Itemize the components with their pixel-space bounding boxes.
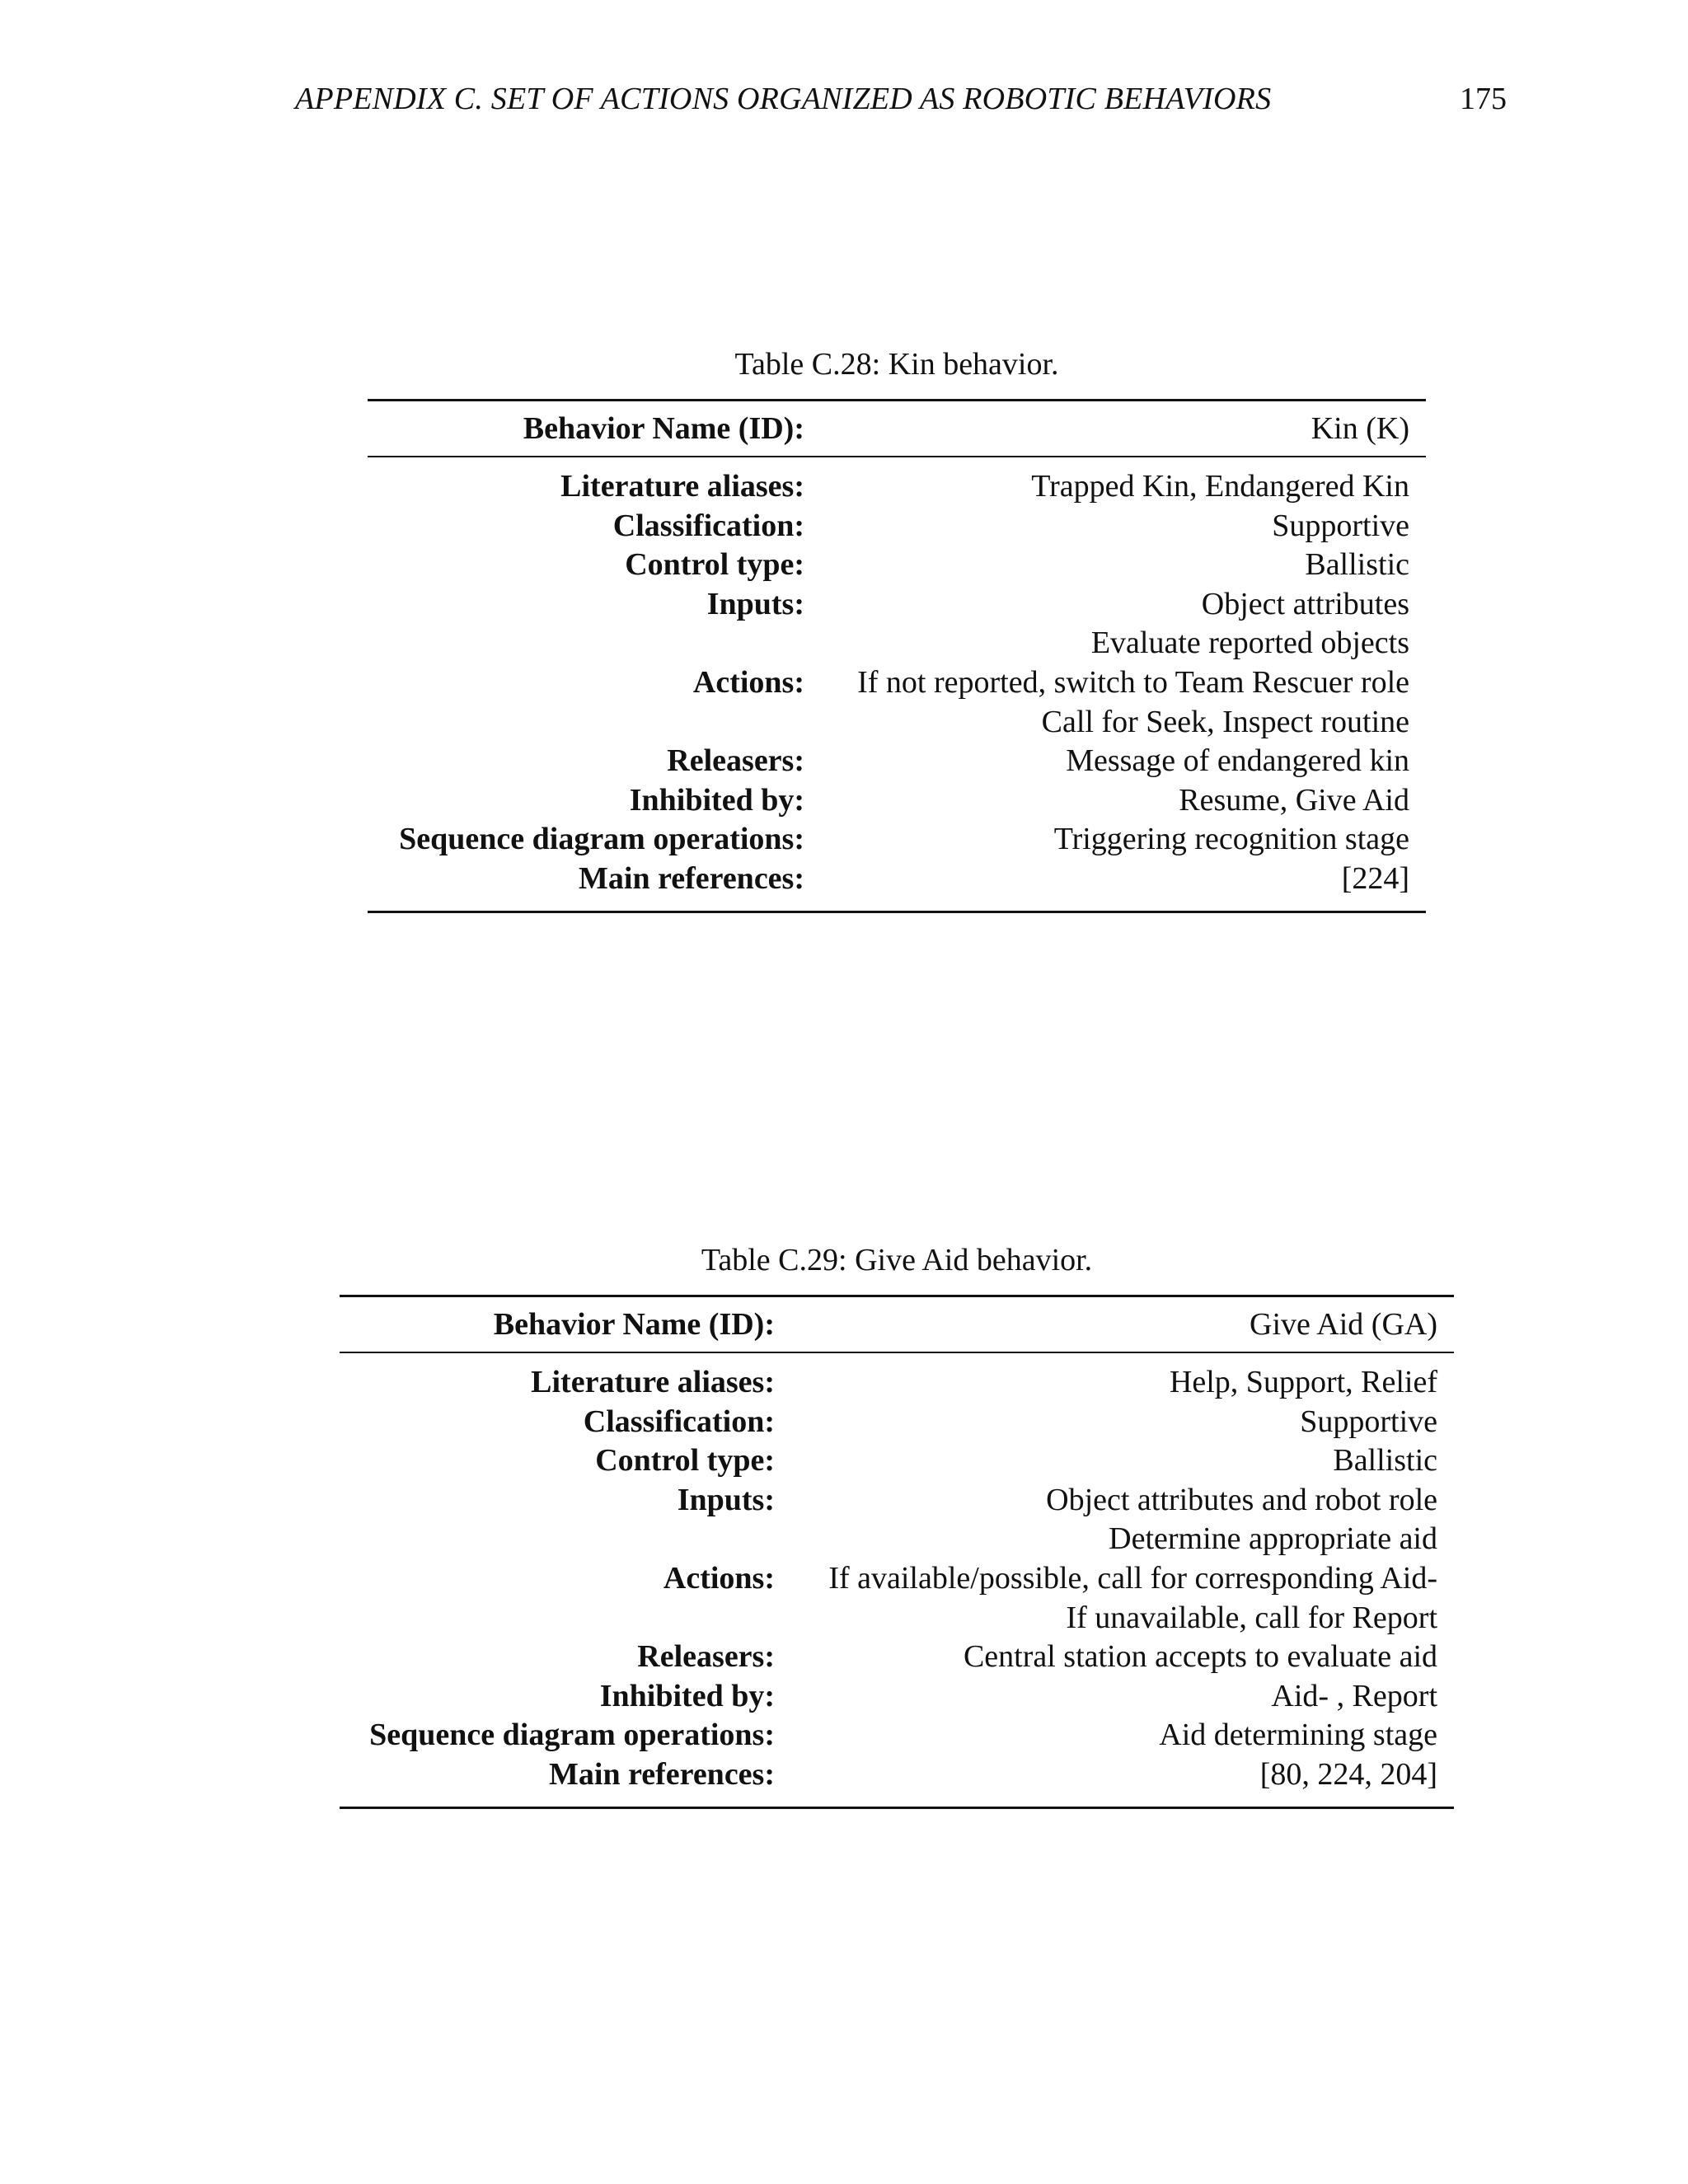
row-label: [368, 624, 804, 663]
behavior-name-label: Behavior Name (ID):: [493, 1307, 775, 1342]
row-value: Aid determining stage: [1159, 1718, 1437, 1753]
table-row: [368, 781, 1426, 821]
table-row: [340, 1559, 1454, 1599]
row-value: If unavailable, call for Report: [1066, 1600, 1437, 1635]
row-value: Aid- , Report: [1271, 1678, 1437, 1713]
table-caption: Table C.28: Kin behavior.: [734, 347, 1059, 382]
table-row: [368, 585, 1426, 625]
give-aid-behavior-table: [340, 1242, 1454, 1809]
running-title: APPENDIX C. SET OF ACTIONS ORGANIZED AS ROBOTIC BEHAVIORS: [295, 82, 1272, 116]
row-value: Determine appropriate aid: [1109, 1521, 1437, 1557]
table-row: [368, 820, 1426, 860]
behavior-attributes: [368, 457, 1426, 911]
row-value: Ballistic: [1305, 547, 1409, 583]
row-value: Supportive: [1300, 1404, 1437, 1439]
row-label: Sequence diagram operations:: [369, 1718, 775, 1753]
row-value: Resume, Give Aid: [1179, 782, 1409, 818]
running-header: [295, 81, 1507, 122]
row-label: Classification:: [612, 508, 804, 543]
header-row: [368, 401, 1426, 456]
row-label: Inhibited by:: [599, 1678, 775, 1713]
row-label: Actions:: [663, 1560, 775, 1596]
table-row: [340, 1441, 1454, 1481]
table-row: [340, 1599, 1454, 1638]
row-label: Inputs:: [706, 586, 804, 621]
table-row: [368, 703, 1426, 743]
table-row: [340, 1403, 1454, 1442]
row-label: [340, 1599, 775, 1638]
behavior-name-value: Kin (K): [1311, 411, 1409, 446]
header-row: [340, 1297, 1454, 1352]
table-row: [368, 663, 1426, 703]
bottom-rule: [368, 911, 1426, 913]
behavior-table: [340, 1297, 1454, 1352]
table-row: [340, 1677, 1454, 1717]
row-label: Main references:: [549, 1756, 775, 1792]
row-label: Releasers:: [637, 1639, 775, 1675]
row-value: Call for Seek, Inspect routine: [1041, 704, 1409, 739]
behavior-name-value: Give Aid (GA): [1250, 1307, 1437, 1342]
row-value: Ballistic: [1333, 1443, 1437, 1479]
row-value: Supportive: [1272, 508, 1409, 543]
row-label: Control type:: [595, 1443, 775, 1479]
row-value: Object attributes: [1201, 586, 1409, 621]
table-caption: Table C.29: Give Aid behavior.: [701, 1243, 1093, 1277]
table-row: [340, 1716, 1454, 1755]
row-label: Inhibited by:: [629, 782, 804, 818]
table-row: [368, 507, 1426, 546]
row-label: Actions:: [692, 664, 804, 700]
row-label: Classification:: [583, 1404, 775, 1439]
row-value: If not reported, switch to Team Rescuer role: [857, 664, 1409, 700]
table-row: [340, 1363, 1454, 1403]
row-value: Trapped Kin, Endangered Kin: [1031, 469, 1409, 504]
row-label: Literature aliases:: [560, 469, 804, 504]
behavior-table: [368, 401, 1426, 456]
table-row: [368, 742, 1426, 781]
row-label: Literature aliases:: [531, 1365, 775, 1399]
bottom-rule: [340, 1807, 1454, 1809]
table-row: [340, 1638, 1454, 1677]
row-label: Control type:: [625, 547, 804, 583]
row-value: Help, Support, Relief: [1169, 1365, 1437, 1399]
row-label: Main references:: [579, 860, 804, 896]
row-value: Evaluate reported objects: [1090, 626, 1409, 661]
row-value: Triggering recognition stage: [1053, 822, 1409, 857]
row-value: [80, 224, 204]: [1259, 1756, 1437, 1792]
row-value: If available/possible, call for corresponding Aid-: [828, 1560, 1437, 1596]
row-label: [340, 1520, 775, 1559]
table-row: [368, 546, 1426, 585]
page-number: 175: [1460, 82, 1507, 116]
row-label: Releasers:: [667, 743, 804, 779]
table-row: [340, 1520, 1454, 1559]
row-label: [368, 703, 804, 743]
row-value: Message of endangered kin: [1066, 743, 1409, 779]
table-row: [340, 1481, 1454, 1521]
table-row: [368, 467, 1426, 507]
behavior-attributes: [340, 1353, 1454, 1807]
behavior-name-label: Behavior Name (ID):: [523, 411, 804, 446]
row-label: Inputs:: [677, 1482, 775, 1517]
table-row: [368, 860, 1426, 899]
row-value: [224]: [1341, 860, 1409, 896]
row-value: Object attributes and robot role: [1046, 1482, 1437, 1517]
row-label: Sequence diagram operations:: [399, 822, 804, 857]
table-row: [340, 1755, 1454, 1795]
kin-behavior-table: [368, 346, 1426, 913]
table-row: [368, 624, 1426, 663]
row-value: Central station accepts to evaluate aid: [963, 1639, 1437, 1675]
